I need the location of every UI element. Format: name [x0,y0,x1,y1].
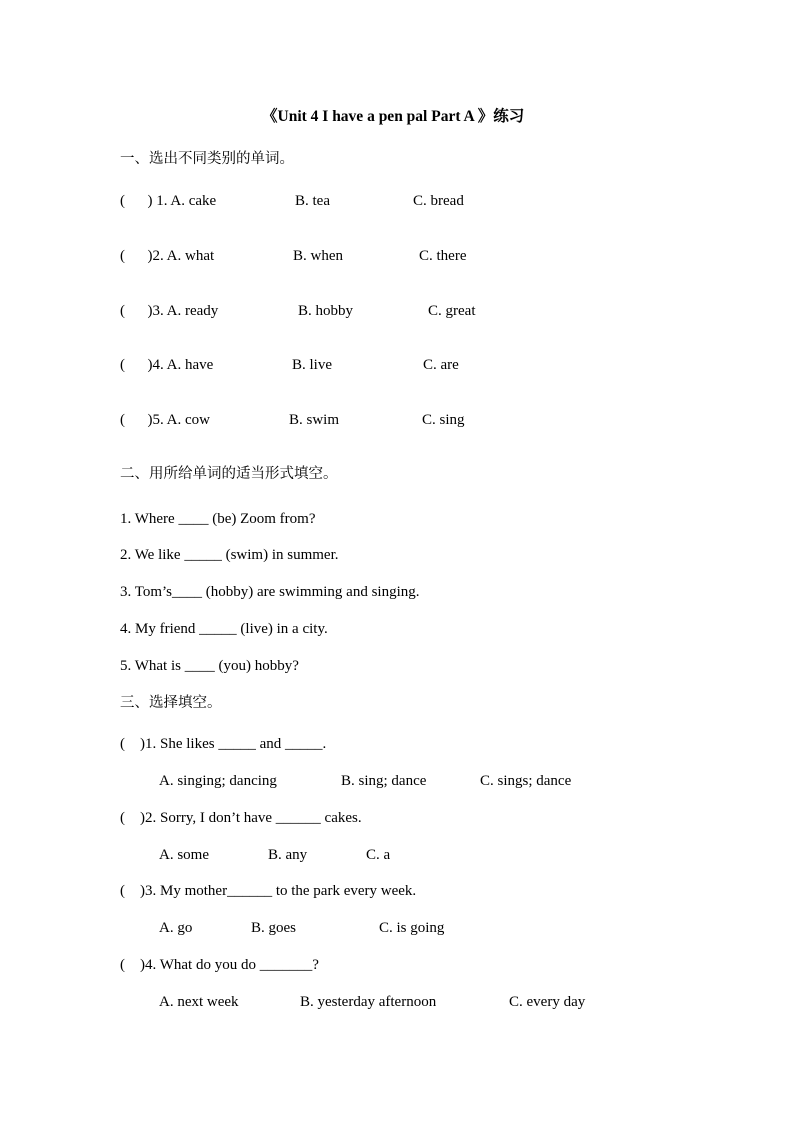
option-c: C. every day [509,994,586,1010]
question-text: ( )4. What do you do _______? [120,957,319,973]
item-1-prefix: ( ) 1. A. cake [120,193,217,209]
option-b: B. goes [251,920,296,936]
question-text: ( )1. She likes _____ and _____. [120,736,327,752]
fill-blank-item: 3. Tom’s____ (hobby) are swimming and singing. [120,584,420,600]
option-b: B. any [268,847,308,863]
item-2-option-c: C. there [419,248,467,264]
fill-blank-item: 4. My friend _____ (live) in a city. [120,621,328,637]
question-text: ( )2. Sorry, I don’t have ______ cakes. [120,810,362,826]
option-b: B. yesterday afternoon [300,994,437,1010]
option-c: C. is going [379,920,445,936]
item-4-prefix: ( )4. A. have [120,357,214,373]
option-c: C. a [366,847,391,863]
question-text: ( )3. My mother______ to the park every week. [120,883,417,899]
option-a: A. singing; dancing [159,773,277,789]
fill-blank-item: 1. Where ____ (be) Zoom from? [120,511,316,527]
section-2-heading: 二、用所给单词的适当形式填空。 [120,466,338,482]
item-1-option-c: C. bread [413,193,464,209]
fill-blank-item: 2. We like _____ (swim) in summer. [120,547,339,563]
item-3-option-b: B. hobby [298,303,354,319]
section-3-heading: 三、选择填空。 [120,695,222,711]
item-2-prefix: ( )2. A. what [120,248,215,264]
item-5-option-c: C. sing [422,412,465,428]
item-2-option-b: B. when [293,248,343,264]
item-3-option-c: C. great [428,303,476,319]
option-c: C. sings; dance [480,773,572,789]
option-a: A. some [159,847,209,863]
item-5-option-b: B. swim [289,412,340,428]
item-4-option-b: B. live [292,357,332,373]
item-5-prefix: ( )5. A. cow [120,412,210,428]
page-title: 《Unit 4 I have a pen pal Part A 》练习 [262,108,525,125]
fill-blank-item: 5. What is ____ (you) hobby? [120,658,299,674]
option-b: B. sing; dance [341,773,427,789]
item-1-option-b: B. tea [295,193,330,209]
option-a: A. go [159,920,193,936]
item-4-option-c: C. are [423,357,459,373]
section-1-heading: 一、选出不同类别的单词。 [120,151,294,167]
item-3-prefix: ( )3. A. ready [120,303,219,319]
option-a: A. next week [159,994,239,1010]
